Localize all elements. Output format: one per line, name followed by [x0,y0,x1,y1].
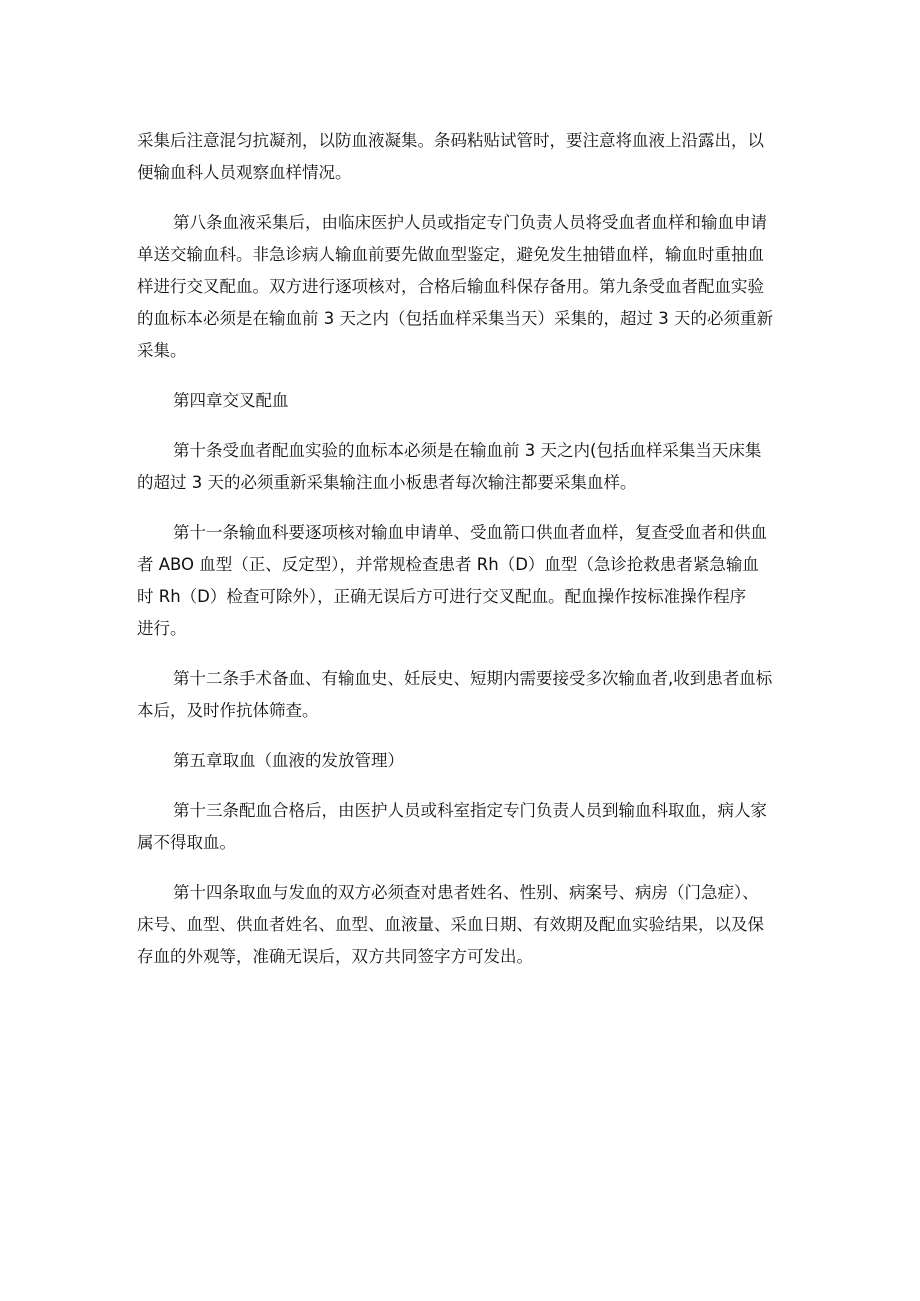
paragraph [137,207,792,367]
text-line: 者 ABO 血型（正、反定型），并常规检查患者 Rh（D）血型（急诊抢救患者紧急输血 [137,555,759,574]
text-line: 第十一条输血科要逐项核对输血申请单、受血箭口供血者血样，复查受血者和供血 [173,523,767,542]
text-line: 存血的外观等，准确无误后，双方共同签字方可发出。 [137,947,533,966]
text-line: 第十三条配血合格后，由医护人员或科室指定专门负责人员到输血科取血，病人家 [173,801,767,820]
text-line: 属不得取血。 [137,833,236,852]
text-line: 的超过 3 天的必须重新采集输注血小板患者每次输注都要采集血样。 [137,473,637,492]
text-line: 第四章交叉配血 [173,391,289,410]
paragraph [137,795,792,859]
paragraph [137,435,792,499]
text-line: 第八条血液采集后，由临床医护人员或指定专门负责人员将受血者血样和输血申请 [173,213,767,232]
text-line: 床号、血型、供血者姓名、血型、血液量、采血日期、有效期及配血实验结果，以及保 [137,915,764,934]
text-line: 第十条受血者配血实验的血标本必须是在输血前 3 天之内(包括血样采集当天床集 [173,441,762,460]
text-line: 单送交输血科。非急诊病人输血前要先做血型鉴定，避免发生抽错血样，输血时重抽血 [137,245,764,264]
paragraph [137,877,792,973]
text-line: 本后，及时作抗体筛查。 [137,701,319,720]
text-line: 第十四条取血与发血的双方必须查对患者姓名、性别、病案号、病房（门急症）、 [173,883,759,902]
chapter-heading [137,385,792,417]
text-line: 采集后注意混匀抗凝剂，以防血液凝集。条码粘贴试管时，要注意将血液上沿露出，以 [137,131,764,150]
paragraph [137,125,792,189]
text-line: 样进行交叉配血。双方进行逐项核对，合格后输血科保存备用。第九条受血者配血实验 [137,277,764,296]
text-line: 第十二条手术备血、有输血史、妊辰史、短期内需要接受多次输血者,收到患者血标 [173,669,773,688]
chapter-heading [137,745,792,777]
text-line: 采集。 [137,341,187,360]
paragraph [137,517,792,645]
text-line: 进行。 [137,619,187,638]
text-line: 时 Rh（D）检查可除外），正确无误后方可进行交叉配血。配血操作按标准操作程序 [137,587,747,606]
text-line: 便输血科人员观察血样情况。 [137,163,352,182]
paragraph [137,663,792,727]
document-body [137,125,792,973]
text-line: 的血标本必须是在输血前 3 天之内（包括血样采集当天）采集的，超过 3 天的必须重新 [137,309,773,328]
text-line: 第五章取血（血液的发放管理） [173,751,404,770]
